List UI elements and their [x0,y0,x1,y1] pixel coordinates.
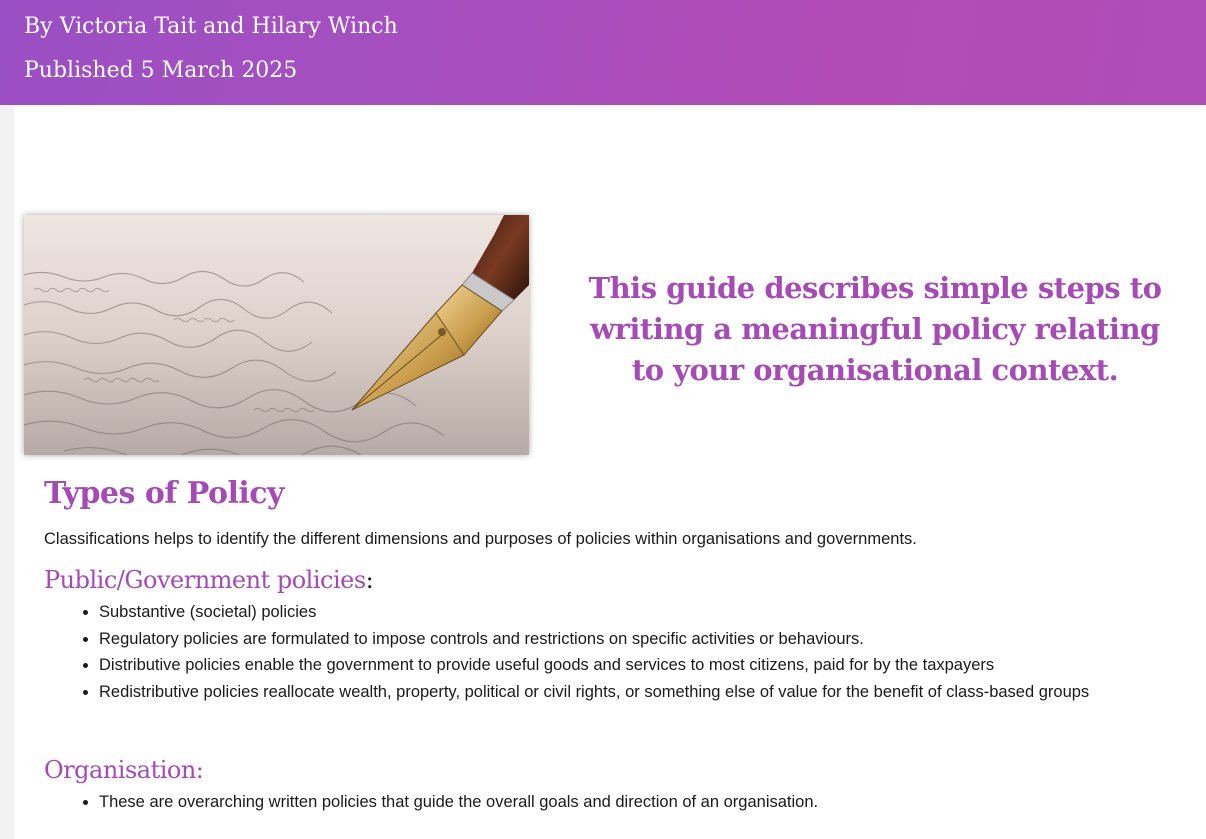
list-item: • Redistributive policies reallocate wealth, property, political or civil rights, or something else of value for the benefit of class-based groups [99,679,1189,706]
list-item: • These are overarching written policies that guide the overall goals and direction of an organisation. [99,789,1189,816]
organisation-policies-list [44,789,1189,816]
list-item: • Distributive policies enable the government to provide useful goods and services to most citizens, paid for by the taxpayers [99,652,1189,679]
guide-tagline: This guide describes simple steps to writing a meaningful policy relating to your organisational context. [588,271,1162,387]
organisation-heading: Organisation: [44,756,204,784]
public-government-heading-text: Public/Government policies [44,566,366,594]
fountain-pen-illustration [24,215,529,455]
list-item: • Substantive (societal) policies [99,599,1189,626]
author-byline: By Victoria Tait and Hilary Winch [24,14,398,39]
page-header [0,0,1206,105]
section-title: Types of Policy [44,476,284,511]
published-date: Published 5 March 2025 [24,58,298,83]
heading-colon: : [365,566,374,594]
public-policies-list [44,599,1189,705]
intro-paragraph: Classifications helps to identify the different dimensions and purposes of policies within organisations and governments. [44,530,917,548]
fountain-pen-writing-image [24,215,529,455]
left-margin-strip [0,105,14,839]
list-item: • Regulatory policies are formulated to impose controls and restrictions on specific activities or behaviours. [99,626,1189,653]
public-government-heading [44,566,373,594]
